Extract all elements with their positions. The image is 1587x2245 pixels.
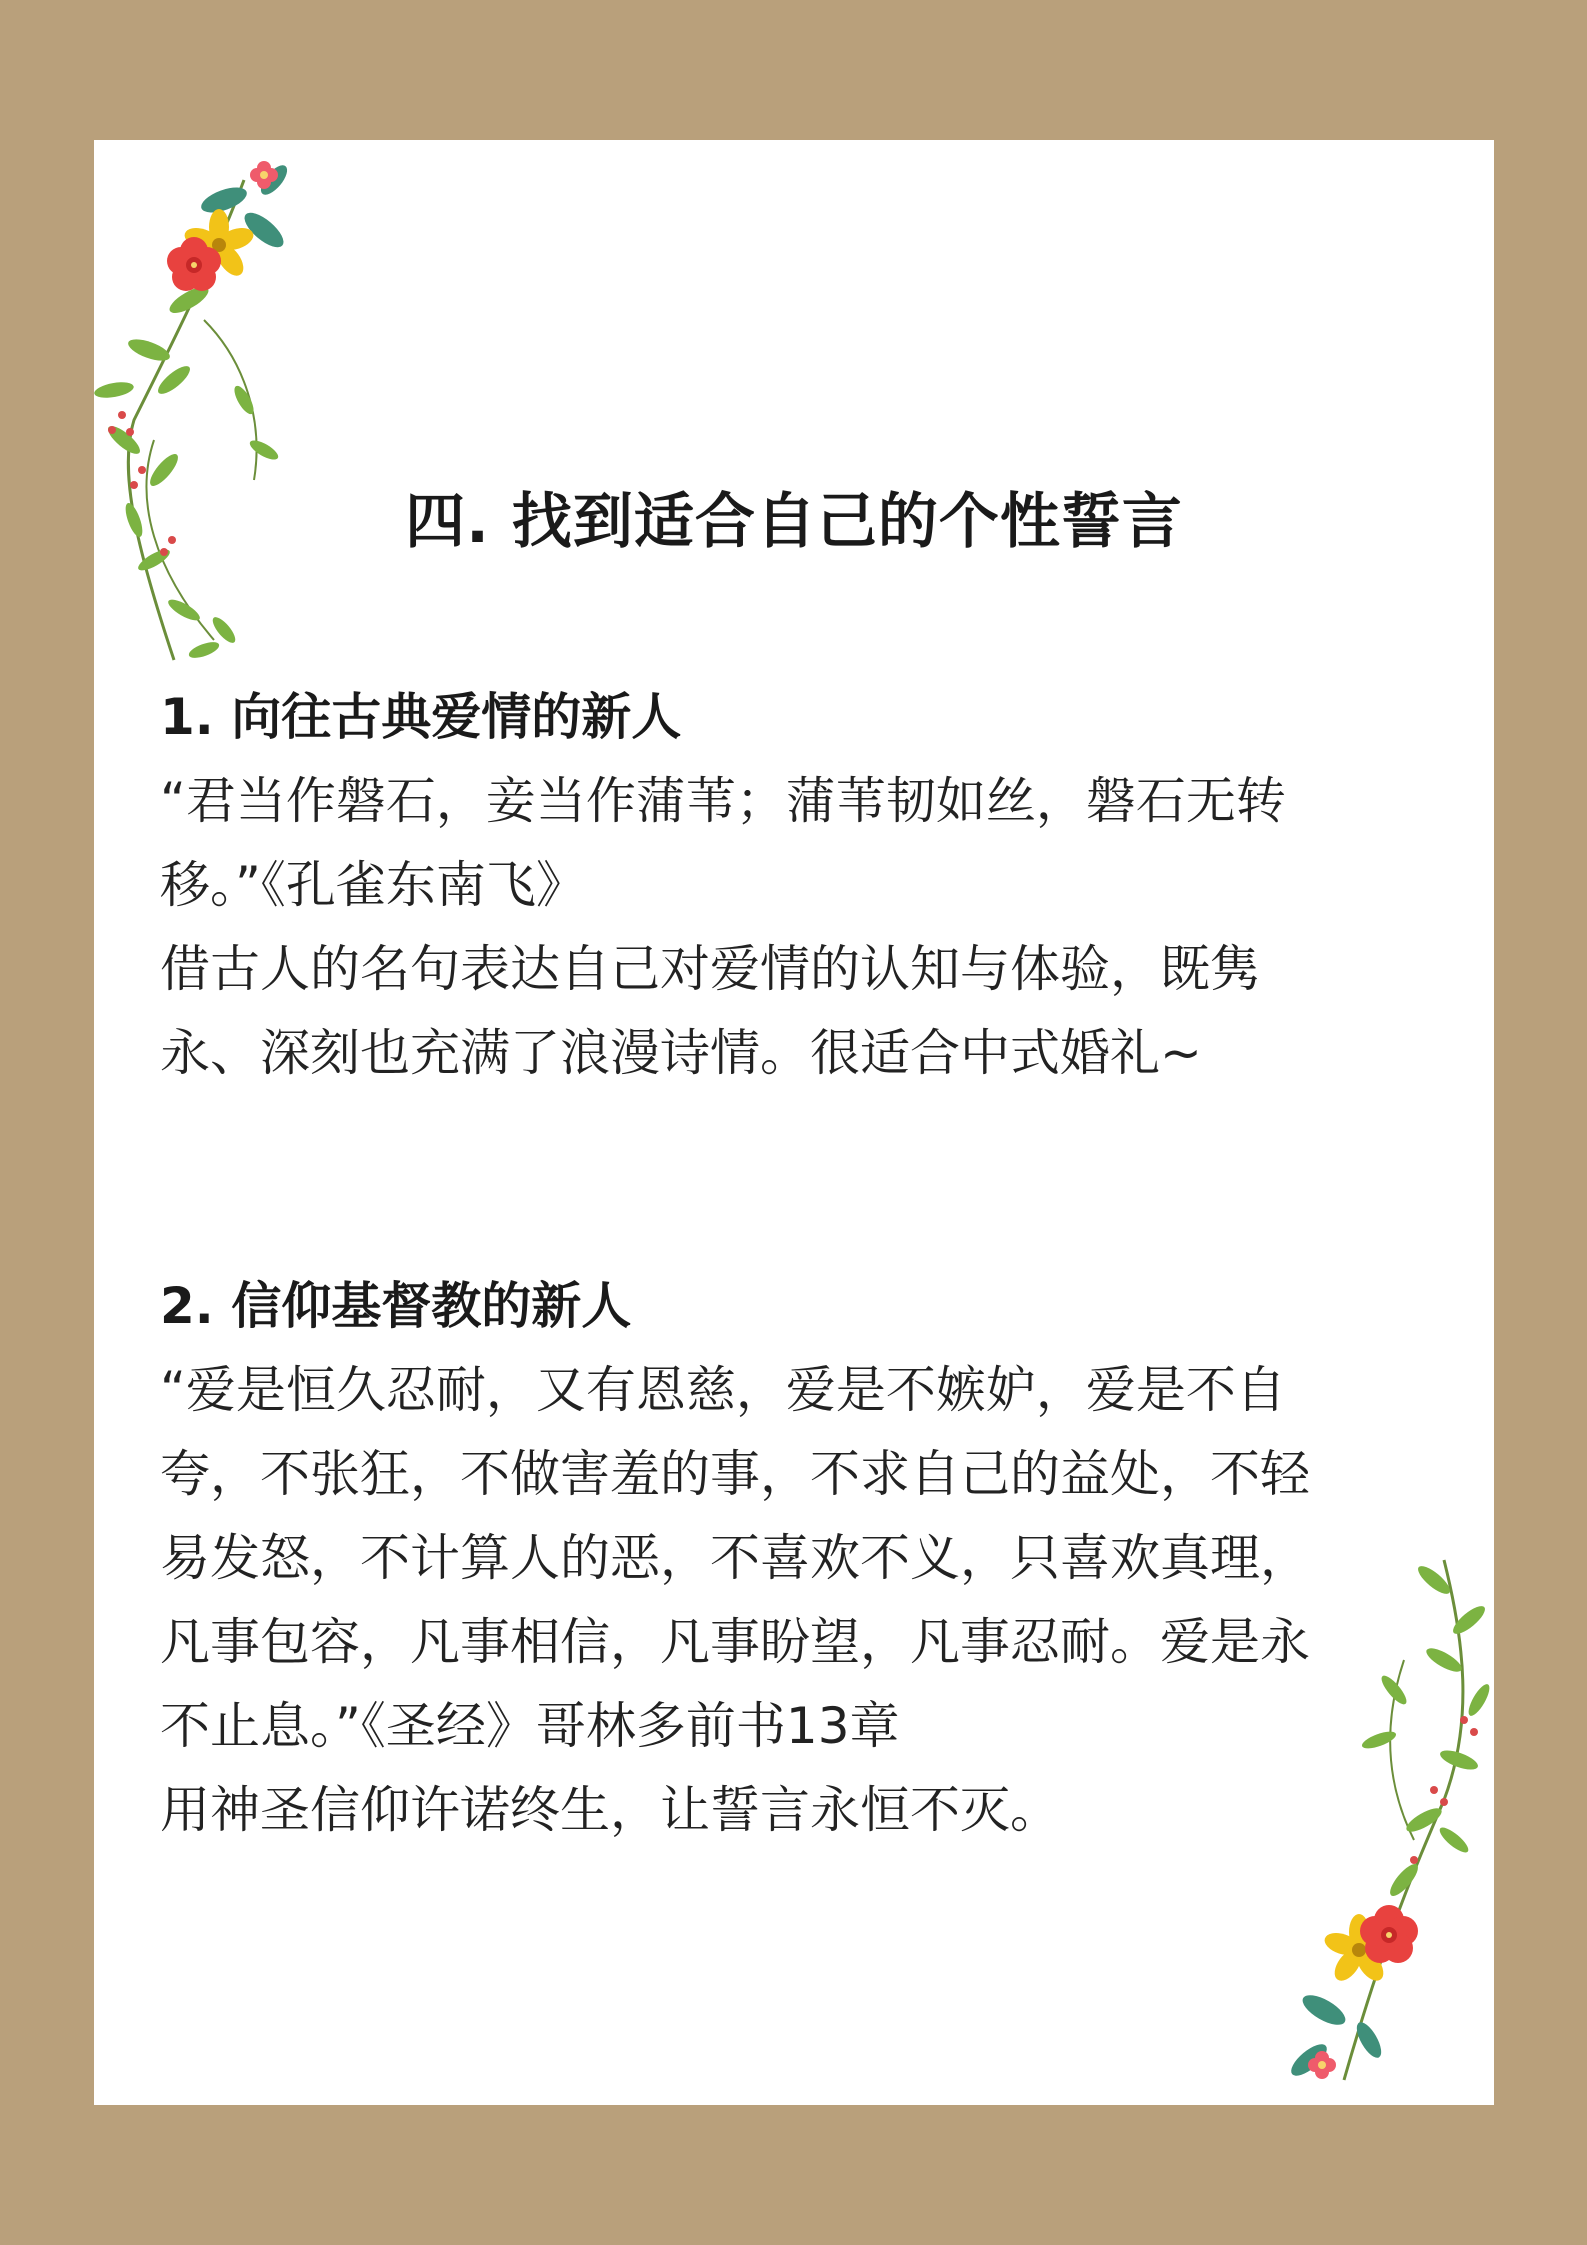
section-text-line: 夸，不张狂，不做害羞的事，不求自己的益处，不轻: [160, 1445, 1310, 1503]
section-text-line: 凡事包容，凡事相信，凡事盼望，凡事忍耐。爱是永: [160, 1613, 1310, 1671]
section-text-line: 借古人的名句表达自己对爱情的认知与体验，既隽: [160, 940, 1260, 998]
section-heading: 2. 信仰基督教的新人: [160, 1277, 632, 1335]
section-text-line: “君当作磐石，妾当作蒲苇；蒲苇韧如丝，磐石无转: [160, 772, 1286, 830]
floral-decoration-top-left: [94, 140, 354, 700]
floral-decoration-bottom-right: [1284, 1540, 1494, 2105]
section-text-line: 移。”《孔雀东南飞》: [160, 856, 586, 914]
section-text-line: 易发怒，不计算人的恶，不喜欢不义，只喜欢真理，: [160, 1529, 1310, 1587]
poster-page: [94, 140, 1494, 2105]
section-christian: [160, 1264, 1440, 1852]
section-heading: 1. 向往古典爱情的新人: [160, 688, 682, 746]
section-text-line: 不止息。”《圣经》哥林多前书13章: [160, 1697, 900, 1755]
section-text-line: 永、深刻也充满了浪漫诗情。很适合中式婚礼~: [160, 1024, 1202, 1082]
page-title: 四. 找到适合自己的个性誓言: [405, 487, 1183, 557]
section-classical-love: [160, 675, 1440, 1095]
section-text-line: “爱是恒久忍耐，又有恩慈，爱是不嫉妒，爱是不自: [160, 1361, 1286, 1419]
section-text-line: 用神圣信仰许诺终生，让誓言永恒不灭。: [160, 1781, 1060, 1839]
